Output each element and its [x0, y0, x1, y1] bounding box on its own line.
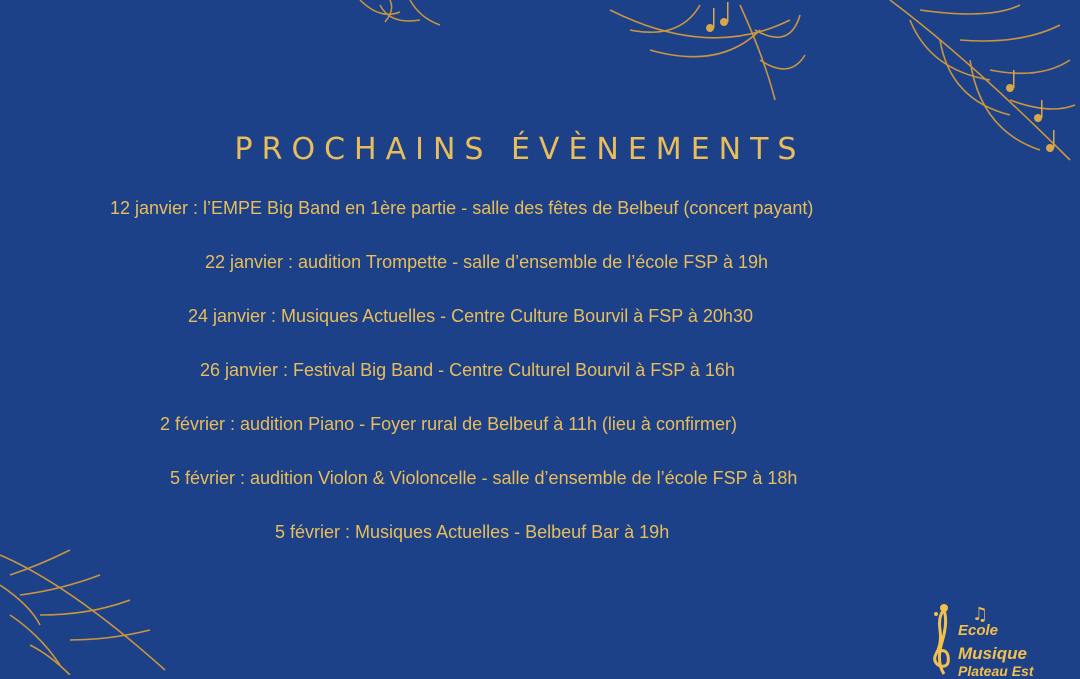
event-item: 2 février : audition Piano - Foyer rural de Belbeuf à 11h (lieu à confirmer)	[160, 414, 737, 434]
event-item: 5 février : Musiques Actuelles - Belbeuf Bar à 19h	[275, 522, 670, 542]
page-title: PROCHAINS ÉVÈNEMENTS	[234, 132, 806, 168]
treble-clef-icon	[928, 602, 960, 675]
event-item: 26 janvier : Festival Big Band - Centre Culturel Bourvil à FSP à 16h	[200, 360, 735, 380]
logo-line-plateau: Plateau Est	[958, 663, 1034, 679]
logo-line-ecole: Ecole	[958, 622, 999, 639]
school-logo	[928, 600, 1080, 679]
event-item: 22 janvier : audition Trompette - salle d’ensemble de l’école FSP à 19h	[205, 252, 768, 272]
event-item: 5 février : audition Violon & Violoncelle - salle d’ensemble de l’école FSP à 18h	[170, 468, 798, 488]
event-item: 24 janvier : Musiques Actuelles - Centre Culture Bourvil à FSP à 20h30	[188, 306, 753, 326]
event-item: 12 janvier : l’EMPE Big Band en 1ère partie - salle des fêtes de Belbeuf (concert payant)	[110, 198, 814, 218]
logo-line-musique: Musique	[958, 644, 1027, 663]
music-note-icon: ♫	[972, 604, 989, 625]
